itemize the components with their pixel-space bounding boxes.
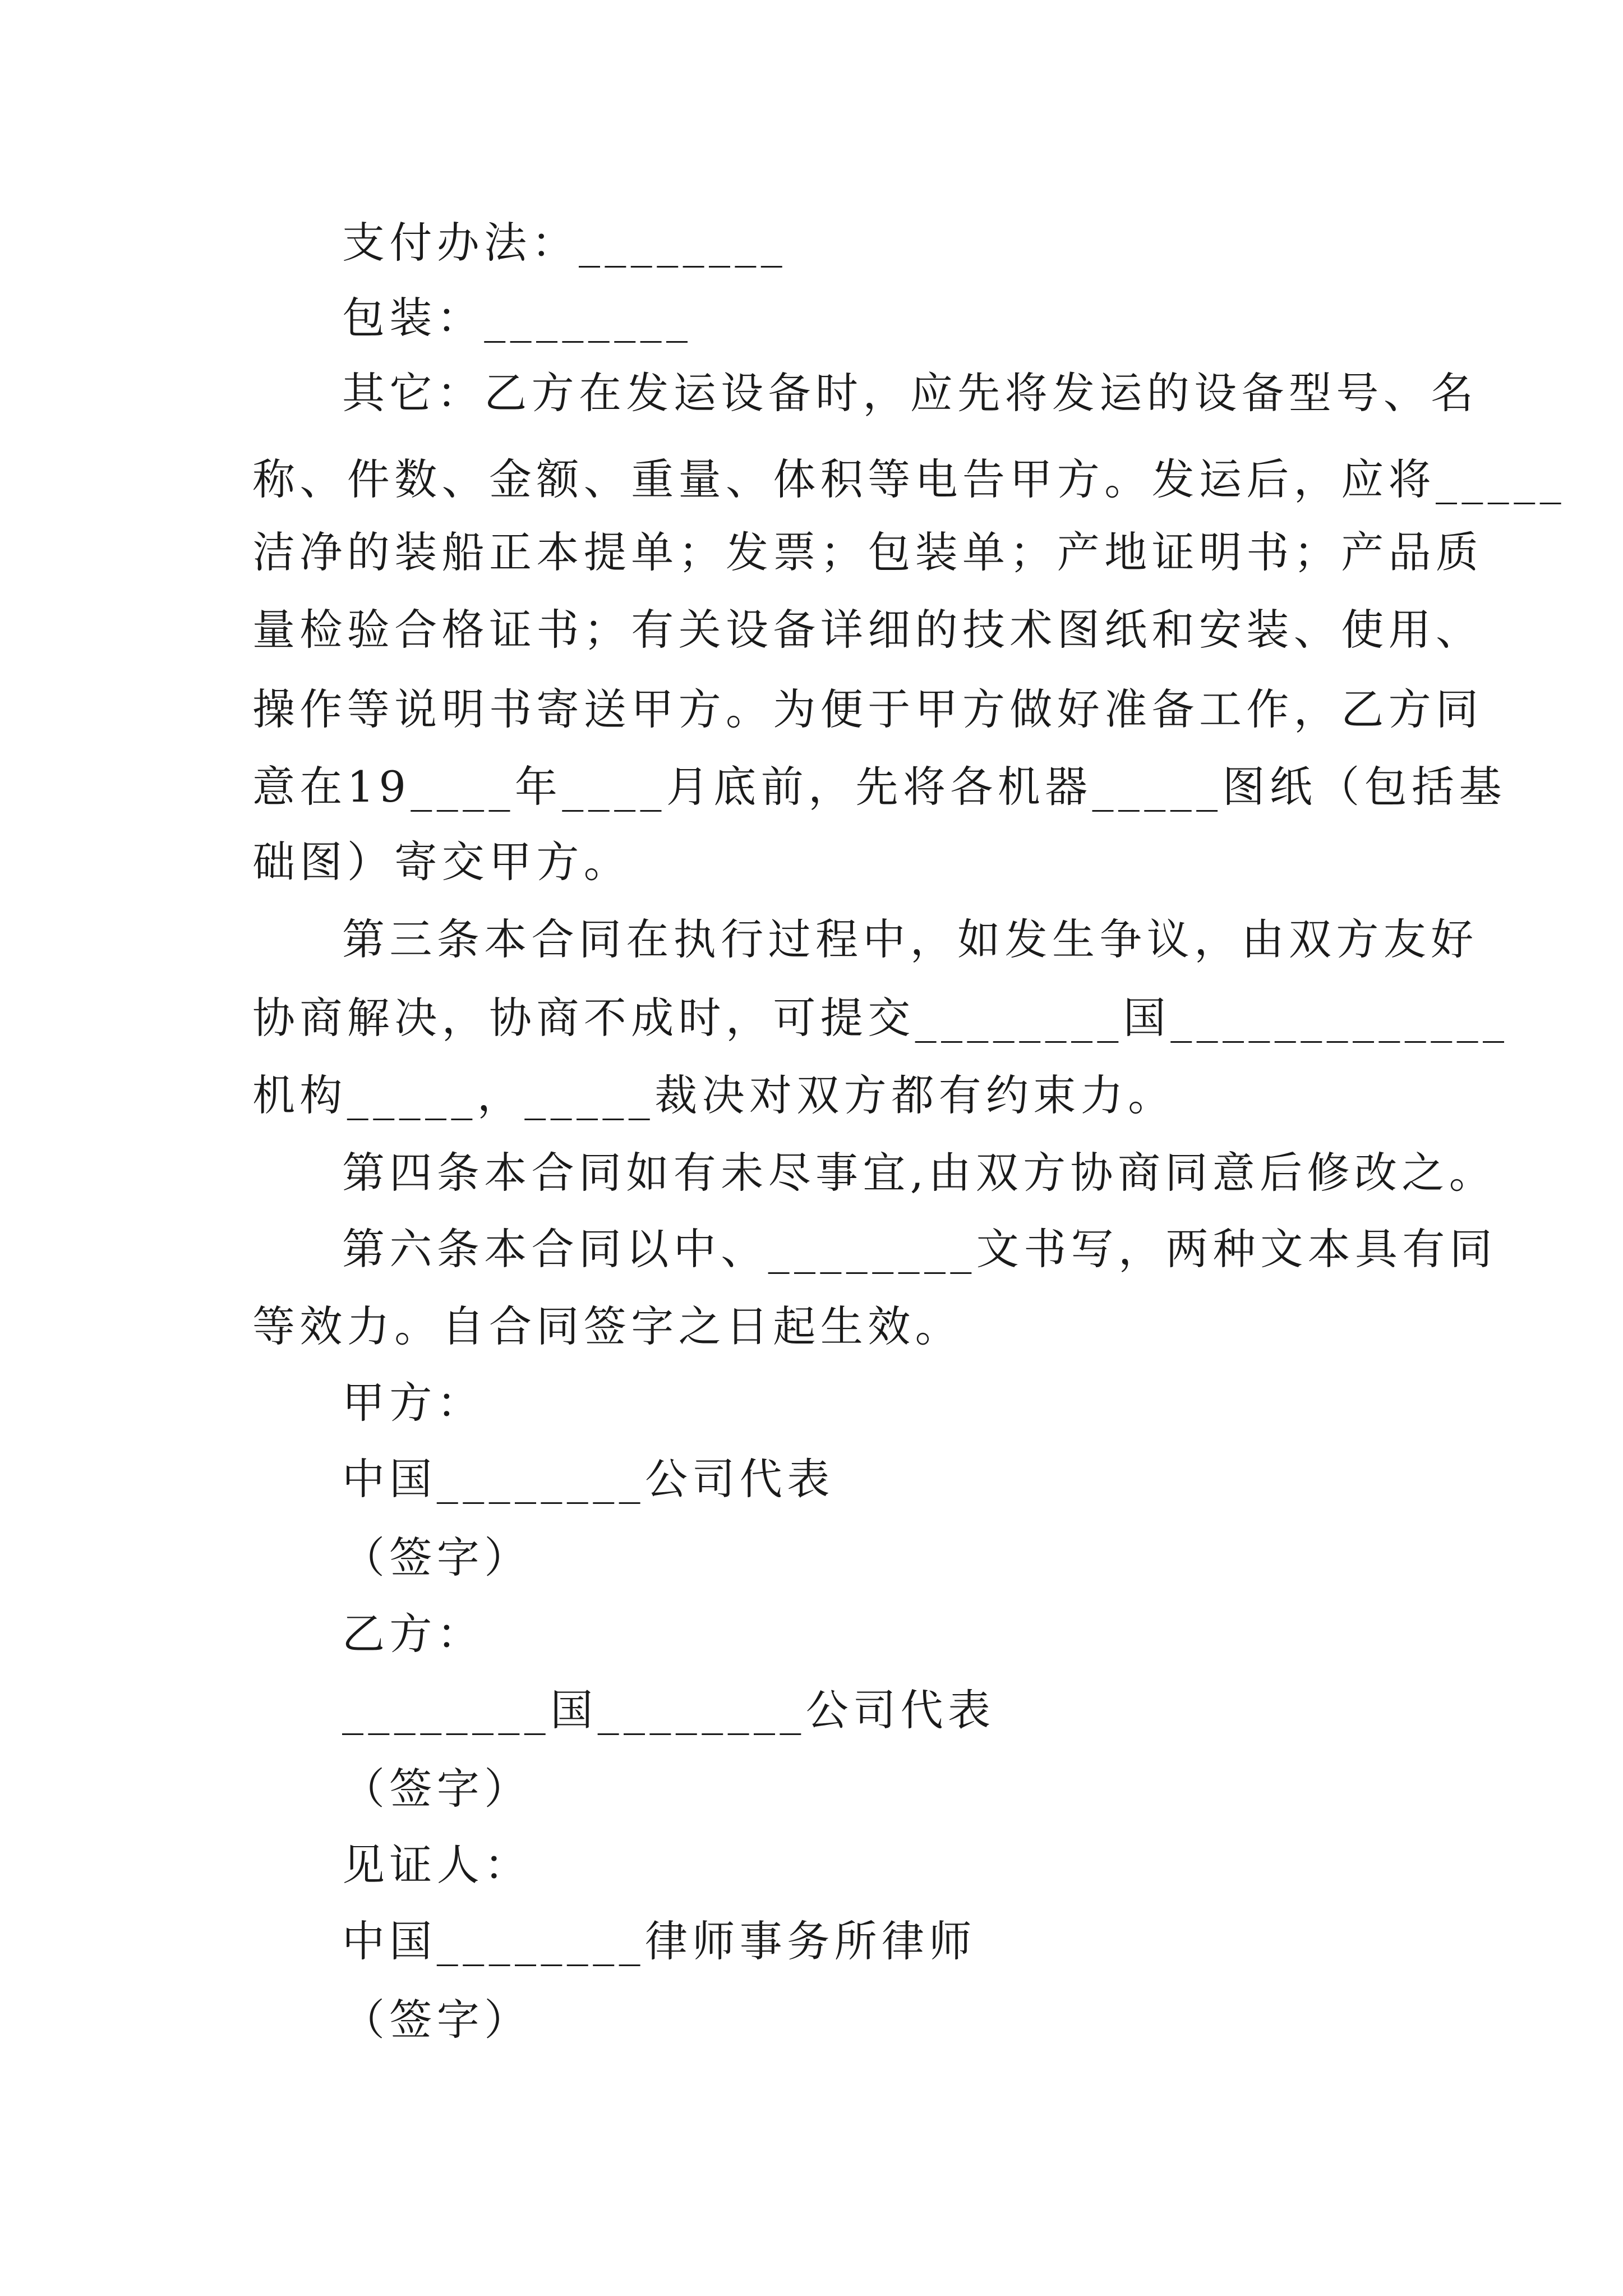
- body-text-line: 等效力。自合同签字之日起生效。: [252, 1301, 962, 1351]
- packaging-line: 包装：________: [342, 293, 693, 343]
- body-text-line: 洁净的装船正本提单；发票；包装单；产地证明书；产品质: [252, 527, 1483, 577]
- body-text-line: 操作等说明书寄送甲方。为便于甲方做好准备工作，乙方同: [252, 684, 1483, 734]
- article-6-line: 第六条本合同以中、________文书写，两种文本具有同: [342, 1224, 1497, 1274]
- party-b-label: 乙方：: [342, 1609, 485, 1659]
- party-b-signature-line: （签字）: [342, 1764, 532, 1814]
- body-text-line: 量检验合格证书；有关设备详细的技术图纸和安装、使用、: [252, 605, 1483, 655]
- witness-label: 见证人：: [342, 1840, 532, 1890]
- party-a-label: 甲方：: [342, 1378, 485, 1428]
- party-a-signature-line: （签字）: [342, 1533, 532, 1582]
- body-text-line: 协商解决，协商不成时，可提交________国_____________: [252, 993, 1509, 1043]
- party-b-company-line: ________国________公司代表: [342, 1685, 995, 1735]
- body-text-line: 机构_____，_____裁决对双方都有约束力。: [252, 1070, 1175, 1120]
- body-text-line: 称、件数、金额、重量、体积等电告甲方。发运后，应将_____: [252, 454, 1566, 504]
- payment-method-line: 支付办法：________: [342, 218, 787, 268]
- party-a-company-line: 中国________公司代表: [342, 1454, 834, 1504]
- other-terms-line: 其它：乙方在发运设备时，应先将发运的设备型号、名: [342, 368, 1478, 418]
- witness-lawyer-line: 中国________律师事务所律师: [342, 1916, 976, 1966]
- body-text-line: 础图）寄交甲方。: [252, 837, 631, 887]
- witness-signature-line: （签字）: [342, 1995, 532, 2045]
- article-3-line: 第三条本合同在执行过程中，如发生争议，由双方友好: [342, 914, 1478, 964]
- article-4-line: 第四条本合同如有未尽事宜,由双方协商同意后修改之。: [342, 1148, 1497, 1198]
- body-text-line: 意在19____年____月底前，先将各机器_____图纸（包括基: [252, 762, 1506, 812]
